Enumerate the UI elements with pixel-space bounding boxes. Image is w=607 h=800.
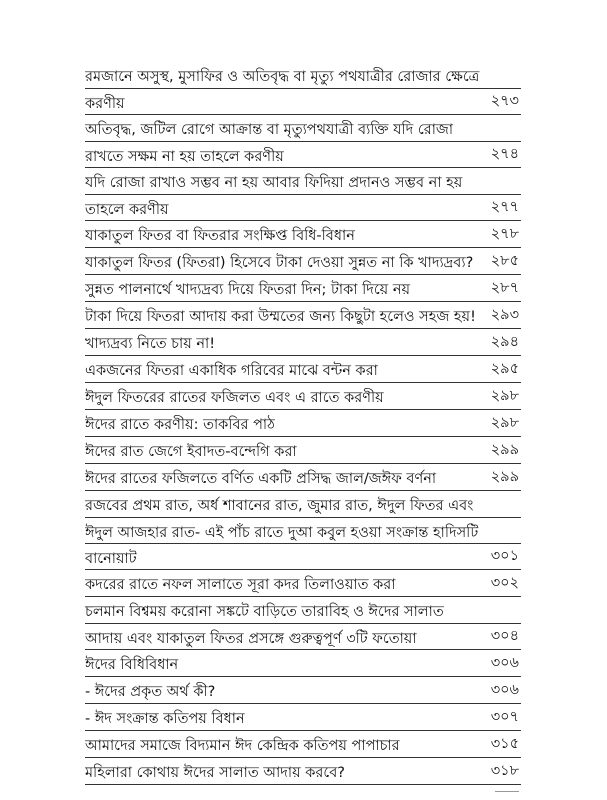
toc-entry [85, 221, 521, 248]
toc-entry-page-number: ২৭৩ [485, 91, 519, 111]
toc-entry [85, 329, 521, 356]
toc-entry-page-number: ২৭৭ [485, 197, 519, 217]
toc-entry-title-line: সুন্নত পালনার্থে খাদ্যদ্রব্য দিয়ে ফিতরা দিন; টাকা দিয়ে নয় [85, 282, 411, 298]
toc-entry-page-number: ৩১৫ [485, 734, 519, 754]
toc-entry [85, 248, 521, 275]
toc-entry-page-number: ২৭৮ [485, 224, 519, 244]
toc-entry-title-line: রমজানে অসুস্থ, মুসাফির ও অতিবৃদ্ধ বা মৃত্যু পথযাত্রীর রোজার ক্ষেত্রে [85, 69, 480, 85]
toc-entry-page-number: ২৯৪ [485, 332, 519, 352]
toc-entry [85, 758, 521, 785]
toc-entry-title-line: মহিলারা কোথায় ঈদের সালাত আদায় করবে? [85, 765, 345, 781]
toc-entry [85, 704, 521, 731]
toc-entry [85, 650, 521, 677]
toc-entry-title-line: রাখতে সক্ষম না হয় তাহলে করণীয় [85, 141, 521, 167]
toc-entry-page-number: ৩০৭ [485, 707, 519, 727]
toc-entry [85, 356, 521, 383]
toc-entry-page-number: ২৯৩ [485, 305, 519, 325]
toc-entry [85, 383, 521, 410]
toc-entry-title-line: তাহলে করণীয় [85, 194, 521, 220]
toc-entry-page-number: ২৯৮ [485, 413, 519, 433]
toc-entry [85, 62, 521, 115]
toc-entry [85, 731, 521, 758]
toc-entry-page-number: ২৮৭ [485, 278, 519, 298]
toc-entry-title-line: ঈদুল আজহার রাত- এই পাঁচ রাতে দুআ কবুল হওয়া সংক্রান্ত হাদিসটি [85, 517, 521, 543]
toc-entry-page-number: ২৭৪ [485, 144, 519, 164]
toc-entry [85, 570, 521, 597]
toc-entry-title-line: কদরের রাতে নফল সালাতে সূরা কদর তিলাওয়াত করা [85, 577, 396, 593]
toc-entry-title-line: আদায় এবং যাকাতুল ফিতর প্রসঙ্গে গুরুত্বপূর্ণ ৩টি ফতোয়া [85, 623, 521, 649]
toc-entry-title-line: যদি রোজা রাখাও সম্ভব না হয় আবার ফিদিয়া প্রদানও সম্ভব না হয় [85, 175, 463, 191]
toc-entry-title-line: করণীয় [85, 88, 521, 114]
toc-entry [85, 115, 521, 168]
toc-entry-page-number: ৩১৮ [485, 761, 519, 781]
toc-entry [85, 302, 521, 329]
toc-entry-title-line: আমাদের সমাজে বিদ্যমান ঈদ কেন্দ্রিক কতিপয় পাপাচার [85, 738, 400, 754]
toc-entry-title-line: ঈদের রাতের ফজিলতে বর্ণিত একটি প্রসিদ্ধ জাল/জঈফ বর্ণনা [85, 471, 437, 487]
toc-entry-title-line: ঈদের বিধিবিধান [85, 657, 179, 673]
toc-entry-page-number: ২৯৫ [485, 359, 519, 379]
toc-entry-page-number: ২৯৯ [485, 440, 519, 460]
toc-entry-title-line: যাকাতুল ফিতর (ফিতরা) হিসেবে টাকা দেওয়া সুন্নত না কি খাদ্যদ্রব্য? [85, 255, 474, 271]
toc-entry [85, 597, 521, 650]
toc-entry [85, 437, 521, 464]
toc-entry-title-line: বানোয়াট [85, 543, 521, 569]
toc-entry [85, 275, 521, 302]
toc-entry-title-line: চলমান বিশ্বময় করোনা সঙ্কটে বাড়িতে তারাবিহ ও ঈদের সালাত [85, 604, 444, 620]
toc-entry-title-line: অতিবৃদ্ধ, জটিল রোগে আক্রান্ত বা মৃত্যুপথযাত্রী ব্যক্তি যদি রোজা [85, 122, 454, 138]
toc-entry-page-number: ৩০৪ [485, 626, 519, 646]
page-corner-mark [495, 791, 519, 792]
toc-entry-page-number: ৩০১ [485, 546, 519, 566]
toc-entry-title-line: টাকা দিয়ে ফিতরা আদায় করা উম্মতের জন্য কিছুটা হলেও সহজ হয়! [85, 309, 476, 325]
toc-entry-page-number: ২৮৫ [485, 251, 519, 271]
toc-entry-page-number: ২৯৮ [485, 386, 519, 406]
toc-entry [85, 464, 521, 491]
toc-entry-title-line: ঈদের রাতে করণীয়: তাকবির পাঠ [85, 417, 275, 433]
table-of-contents [85, 62, 521, 785]
toc-entry-page-number: ৩০২ [485, 573, 519, 593]
toc-entry-page-number: ৩০৬ [485, 653, 519, 673]
toc-entry-title-line: রজবের প্রথম রাত, অর্ধ শাবানের রাত, জুমার রাত, ঈদুল ফিতর এবং [85, 498, 474, 514]
toc-entry-title-line: একজনের ফিতরা একাধিক গরিবের মাঝে বন্টন করা [85, 363, 378, 379]
toc-entry-title-line: ঈদুল ফিতরের রাতের ফজিলত এবং এ রাতে করণীয় [85, 390, 384, 406]
toc-entry-title-line: - ঈদ সংক্রান্ত কতিপয় বিধান [85, 711, 245, 727]
toc-entry [85, 677, 521, 704]
toc-entry-title-line: - ঈদের প্রকৃত অর্থ কী? [85, 684, 216, 700]
toc-entry [85, 410, 521, 437]
toc-entry [85, 491, 521, 570]
toc-entry-page-number: ৩০৬ [485, 680, 519, 700]
toc-entry [85, 168, 521, 221]
toc-entry-title-line: খাদ্যদ্রব্য নিতে চায় না! [85, 336, 216, 352]
toc-entry-title-line: যাকাতুল ফিতর বা ফিতরার সংক্ষিপ্ত বিধি-বিধান [85, 228, 355, 244]
toc-entry-page-number: ২৯৯ [485, 467, 519, 487]
toc-entry-title-line: ঈদের রাত জেগে ইবাদত-বন্দেগি করা [85, 444, 297, 460]
